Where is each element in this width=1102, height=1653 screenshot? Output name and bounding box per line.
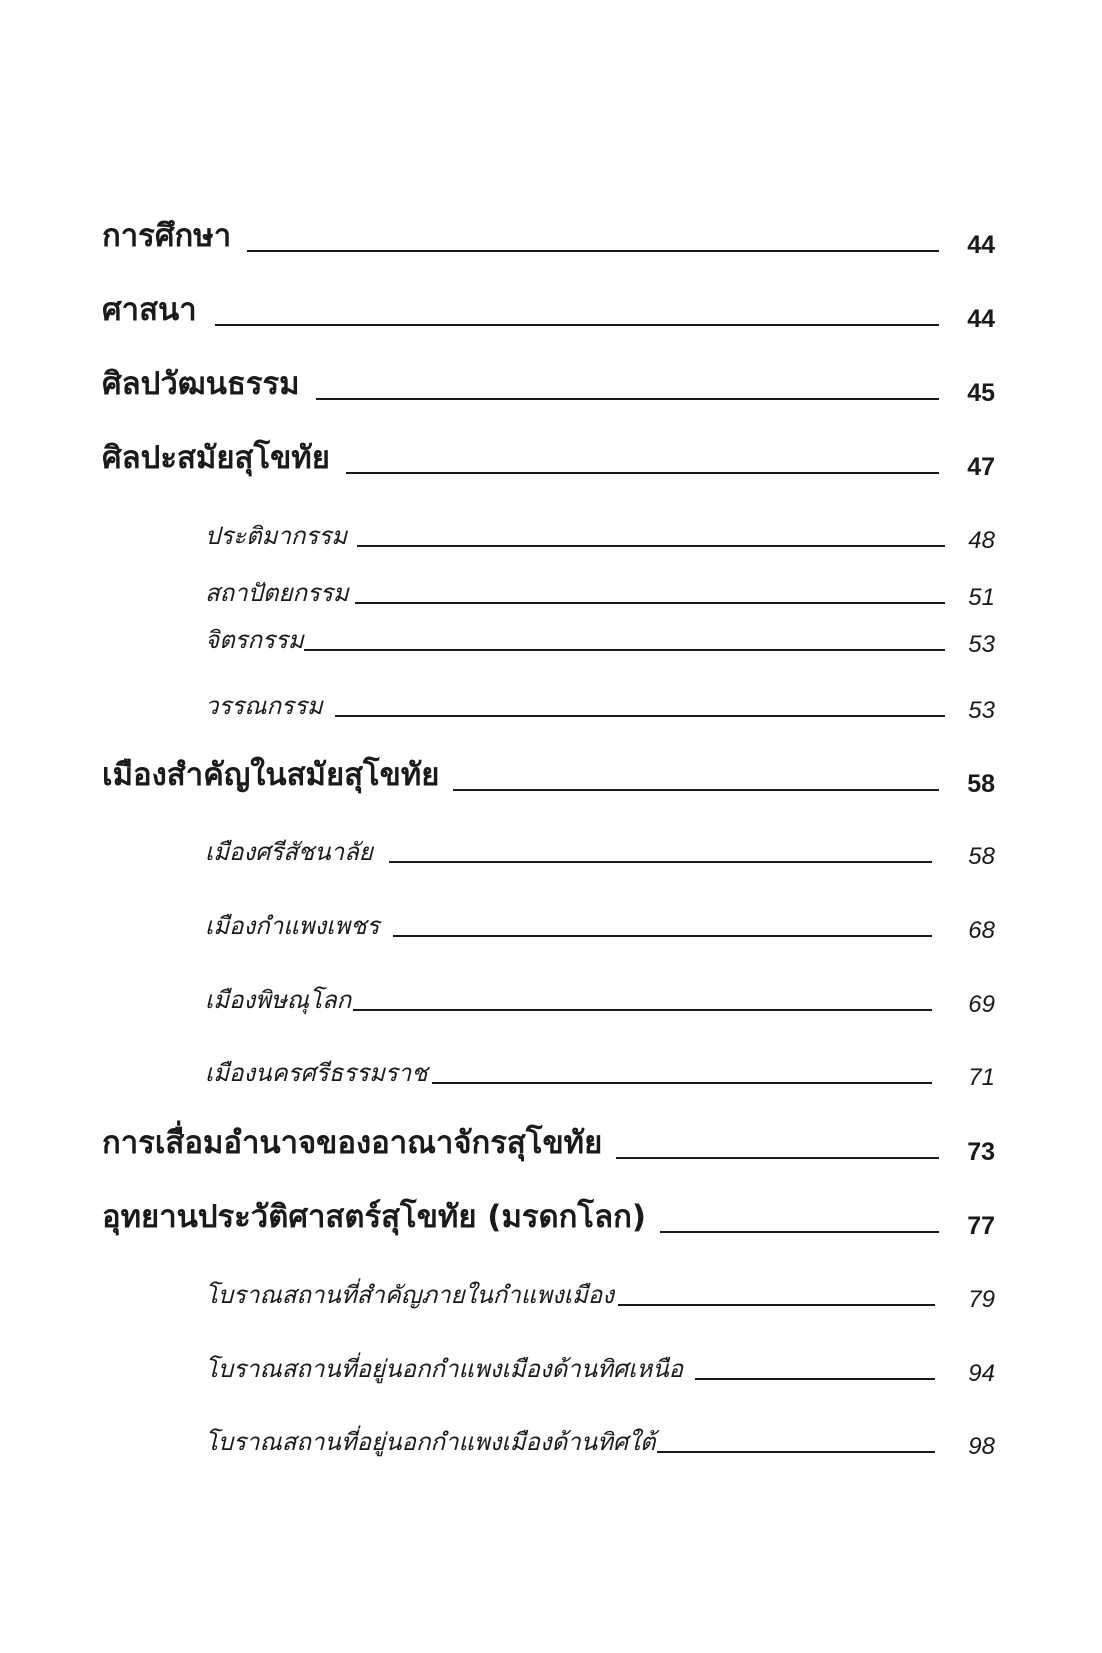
leader-line	[393, 935, 932, 937]
toc-subentry-title: ประติมากรรม	[205, 522, 348, 550]
toc-subentry-page: 53	[968, 631, 995, 658]
toc-subentry	[205, 906, 995, 945]
toc-entry-page: 47	[967, 453, 995, 481]
toc-subentry	[205, 832, 995, 871]
toc-subentry-page: 94	[968, 1360, 995, 1387]
toc-entry	[102, 358, 995, 408]
toc-subentry	[205, 1053, 995, 1092]
toc-subentry-title: เมืองนครศรีธรรมราช	[205, 1059, 428, 1087]
leader-line	[335, 715, 945, 717]
leader-line	[657, 1451, 935, 1453]
toc-entry-title: การศึกษา	[102, 218, 232, 254]
leader-line	[432, 1082, 932, 1084]
toc-subentry-page: 58	[968, 843, 995, 870]
toc-entry	[102, 284, 995, 334]
toc-entry-page: 77	[967, 1212, 995, 1240]
toc-subentry-page: 51	[968, 584, 995, 611]
leader-line	[247, 250, 939, 252]
toc-subentry-page: 98	[968, 1433, 995, 1460]
toc-entry	[102, 1117, 995, 1167]
toc-entry-page: 73	[967, 1138, 995, 1166]
toc-subentry	[205, 1275, 995, 1314]
leader-line	[453, 789, 939, 791]
toc-subentry-title: สถาปัตยกรรม	[205, 579, 349, 607]
toc-subentry	[205, 980, 995, 1019]
toc-subentry-title: เมืองศรีสัชนาลัย	[205, 838, 373, 866]
toc-subentry	[205, 516, 995, 555]
toc-entry-page: 44	[967, 305, 995, 333]
leader-line	[353, 1009, 932, 1011]
toc-subentry-page: 69	[968, 991, 995, 1018]
toc-subentry	[205, 686, 995, 725]
leader-line	[357, 545, 945, 547]
toc-entry-title: การเสื่อมอำนาจของอาณาจักรสุโขทัย	[102, 1125, 603, 1161]
leader-line	[618, 1304, 935, 1306]
toc-entry-page: 45	[967, 379, 995, 407]
toc-subentry-page: 53	[968, 697, 995, 724]
toc-subentry-title: จิตรกรรม	[205, 626, 304, 654]
toc-entry-page: 44	[967, 231, 995, 259]
toc-subentry-page: 71	[968, 1064, 995, 1091]
toc-entry	[102, 432, 995, 482]
toc-subentry-page: 48	[968, 527, 995, 554]
leader-line	[355, 602, 945, 604]
leader-line	[346, 472, 939, 474]
toc-entry	[102, 749, 995, 799]
toc-subentry-title: โบราณสถานที่อยู่นอกกำแพงเมืองด้านทิศเหนือ	[205, 1355, 684, 1383]
toc-subentry-title: โบราณสถานที่อยู่นอกกำแพงเมืองด้านทิศใต้	[205, 1428, 656, 1456]
toc-subentry	[205, 620, 995, 659]
leader-line	[389, 861, 932, 863]
toc-subentry	[205, 573, 995, 612]
toc-entry-title: ศาสนา	[102, 292, 197, 328]
toc-entry-title: อุทยานประวัติศาสตร์สุโขทัย (มรดกโลก)	[102, 1199, 647, 1235]
toc-entry	[102, 210, 995, 260]
toc-entry	[102, 1191, 995, 1241]
leader-line	[316, 398, 939, 400]
toc-subentry	[205, 1422, 995, 1461]
toc-subentry-title: เมืองพิษณุโลก	[205, 986, 352, 1014]
toc-entry-page: 58	[967, 770, 995, 798]
toc-subentry-page: 79	[968, 1286, 995, 1313]
leader-line	[304, 649, 945, 651]
toc-entry-title: เมืองสำคัญในสมัยสุโขทัย	[102, 757, 440, 793]
toc-entry-title: ศิลปวัฒนธรรม	[102, 366, 300, 402]
toc-subentry-title: วรรณกรรม	[205, 692, 323, 720]
leader-line	[695, 1378, 935, 1380]
toc-entry-title: ศิลปะสมัยสุโขทัย	[102, 440, 330, 476]
leader-line	[616, 1157, 939, 1159]
toc-subentry-title: เมืองกำแพงเพชร	[205, 912, 380, 940]
toc-subentry-page: 68	[968, 917, 995, 944]
toc-subentry-title: โบราณสถานที่สำคัญภายในกำแพงเมือง	[205, 1281, 614, 1309]
toc-subentry	[205, 1349, 995, 1388]
leader-line	[660, 1231, 939, 1233]
leader-line	[215, 324, 939, 326]
